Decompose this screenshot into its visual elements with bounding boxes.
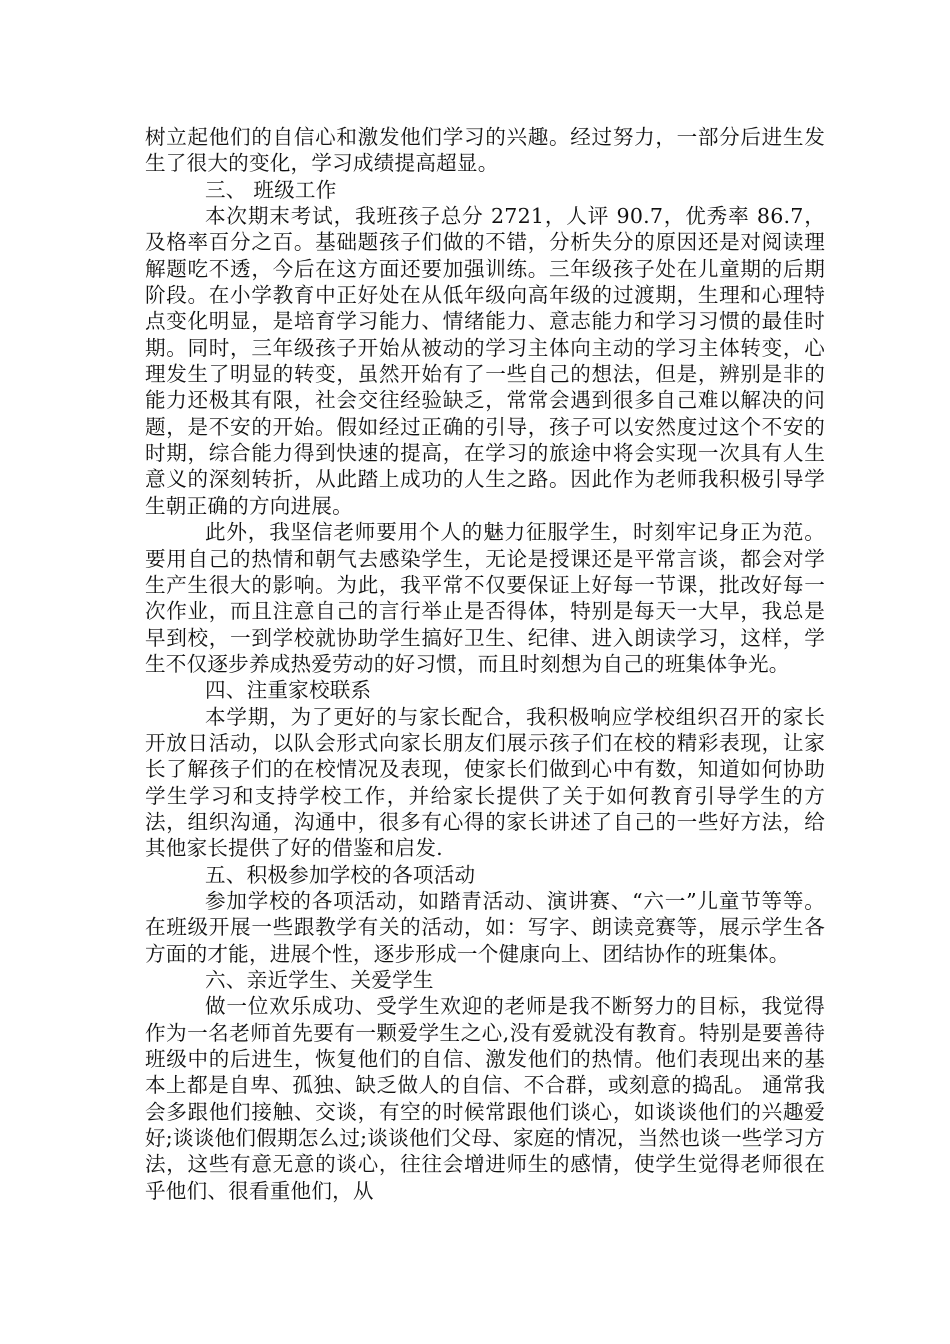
paragraph-care-students: 做一位欢乐成功、受学生欢迎的老师是我不断努力的目标，我觉得作为一名老师首先要有一颗爱学生之心,没有爱就没有教育。特别是要善待班级中的后进生，恢复他们的自信、激发他们的热情。他们表现出来的基本上都是自卑、孤独、缺乏做人的自信、不合群，或刻意的捣乱。 通常我会多跟他们接触、交谈，有空的时候常跟他们谈心，如谈谈他们的兴趣爱好;谈谈他们假期怎么过;谈谈他们父母、家庭的情况，当然也谈一些学习方法，这些有意无意的谈心，往往会增进师生的感情，使学生觉得老师很在乎他们、很看重他们，从 <box>145 994 825 1203</box>
paragraph-parent-open-day: 本学期，为了更好的与家长配合，我积极响应学校组织召开的家长开放日活动，以队会形式向家长朋友们展示孩子们在校的精彩表现，让家长了解孩子们的在校情况及表现，使家长们做到心中有数，知道如何协助学生学习和支持学校工作，并给家长提供了关于如何教育引导学生的方法，组织沟通，沟通中，很多有心得的家长讲述了自己的一些好方法，给其他家长提供了好的借鉴和启发. <box>145 704 825 861</box>
section-heading-school-activities: 五、积极参加学校的各项活动 <box>205 862 476 887</box>
paragraph-teacher-example: 此外，我坚信老师要用个人的魅力征服学生，时刻牢记身正为范。要用自己的热情和朝气去感染学生，无论是授课还是平常言谈，都会对学生产生很大的影响。为此，我平常不仅要保证上好每一节课，批改好每一次作业，而且注意自己的言行举止是否得体，特别是每天一大早，我总是早到校，一到学校就协助学生搞好卫生、纪律、进入朗读学习，这样，学生不仅逐步养成热爱劳动的好习惯，而且时刻想为自己的班集体争光。 <box>145 520 825 676</box>
paragraph-activities: 参加学校的各项活动，如踏青活动、演讲赛、“六一”儿童节等等。在班级开展一些跟教学有关的活动，如：写字、朗读竞赛等，展示学生各方面的才能，进展个性，逐步形成一个健康向上、团结协作的班集体。 <box>145 888 825 966</box>
section-heading-care-students: 六、亲近学生、关爱学生 <box>205 968 434 992</box>
section-heading-home-school: 四、注重家校联系 <box>205 678 372 703</box>
document-body <box>145 124 825 1204</box>
section-heading-class-work: 三、 班级工作 <box>205 177 337 202</box>
paragraph-exam-results: 本次期末考试，我班孩子总分 2721，人评 90.7，优秀率 86.7，及格率百分之百。基础题孩子们做的不错，分析失分的原因还是对阅读理解题吃不透，今后在这方面还要加强训练。三年级孩子处在儿童期的后期阶段。在小学教育中正好处在从低年级向高年级的过渡期，生理和心理特点变化明显，是培育学习能力、情绪能力、意志能力和学习习惯的最佳时期。同时，三年级孩子开始从被动的学习主体向主动的学习主体转变，心理发生了明显的转变，虽然开始有了一些自己的想法，但是，辨别是非的能力还极其有限，社会交往经验缺乏，常常会遇到很多自己难以解决的问题，是不安的开始。假如经过正确的引导，孩子可以安然度过这个不安的时期，综合能力得到快速的提高，在学习的旅途中将会实现一次具有人生意义的深刻转折，从此踏上成功的人生之路。因此作为老师我积极引导学生朝正确的方向进展。 <box>145 204 825 518</box>
paragraph-continuation: 树立起他们的自信心和激发他们学习的兴趣。经过努力，一部分后进生发生了很大的变化，学习成绩提高超显。 <box>145 125 825 176</box>
